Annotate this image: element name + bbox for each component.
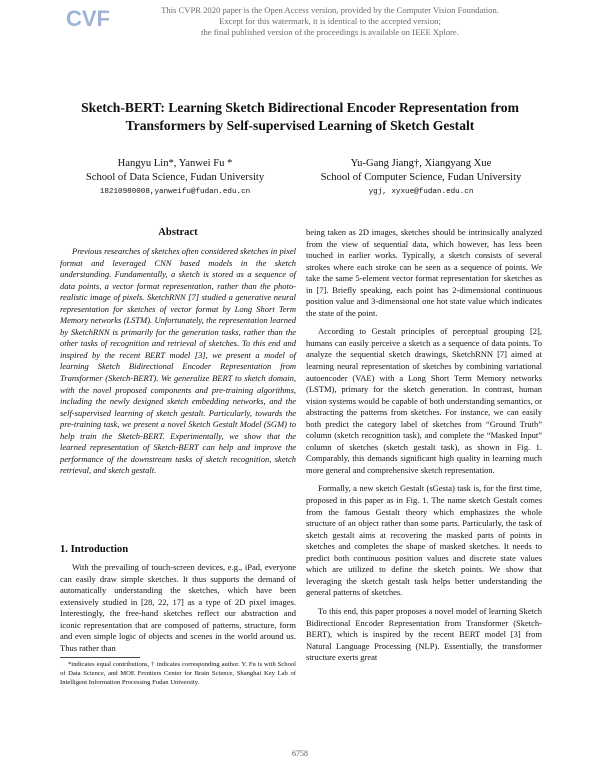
- page-number: 6758: [292, 749, 308, 758]
- right-paragraph-4: To this end, this paper proposes a novel model of learning Sketch Bidirectional Encoder Representation from Transformer (Sketch-BERT), which is inspired by the recent BERT model [3] from Natural Language Processing (NLP). Essentially, the transformer structure exerts great: [306, 605, 542, 663]
- author-block-right: [296, 157, 546, 198]
- intro-paragraph-1: With the prevailing of touch-screen devices, e.g., iPad, everyone can easily draw simple sketches. It thus supports the demand of automatically understanding the sketches, which have been extensively studied in [28, 22, 17] as a type of 2D pixel images. Interestingly, the free-hand sketches reflect our abstraction and iconic representation that are composed of patterns, structure, form and even simple logic of objects and scenes in the world around us. Thus rather than: [60, 562, 296, 653]
- watermark-line-1: This CVPR 2020 paper is the Open Access version, provided by the Computer Vision Foundation.: [161, 5, 499, 15]
- author-email-left: 18210980008,yanweifu@fudan.edu.cn: [99, 188, 251, 196]
- author-block-left: [70, 157, 280, 198]
- introduction-heading: 1. Introduction: [60, 544, 129, 555]
- svg-text:CVF: CVF: [66, 6, 110, 30]
- right-paragraph-3: Formally, a new sketch Gestalt (sGesta) task is, for the first time, proposed in this paper as in Fig. 1. The name sketch Gestalt comes from the famous Gestalt theory which emphasizes the whole structure of an object rather than some parts. Particularly, the task of sketch gestalt aims at recovering the masked parts of points in sketches and completes the shape of masked sketches. It needs to predict both continuous position values and discrete state values which are utilized to define the sketch points. We show that leveraging the sketch gestalt task helps better understanding the general patterns of sketches.: [306, 483, 542, 598]
- right-paragraph-2: According to Gestalt principles of perceptual grouping [2], humans can easily perceive a sketch as a sequence of data points. To analyze the sequential sketch drawings, SketchRNN [7] aimed at learning neural representation of sketches by combining variational autoencoder (VAE) with a Long Short Term Memory networks (LSTM), primary for the sketch generation. In contrast, human vision systems would be capable of both understanding semantics, or abstracting the patterns from sketches. For instance, we can easily both predict the category label of sketches from “Ground Truth” column (sketch recognition task), and complete the “Masked Input” column of sketches (sketch gestalt task), as shown in Fig. 1. Comparably, this demands significant high quality in learning much more general and comprehensive sketch representation.: [306, 326, 542, 475]
- watermark-line-3: the final published version of the proceedings is available on IEEE Xplore.: [201, 27, 459, 37]
- introduction-section: [60, 544, 296, 661]
- right-paragraph-1: being taken as 2D images, sketches should be intrinsically analyzed from the view of sequential data, which however, has less been touched in earlier works. Typically, a sketch consists of several strokes where each stroke can be seen as a sequence of points. We take the same 5-element vector format representation for sketches as in [7]. Briefly speaking, each point has 2-dimensional continuous position value and 3-dimensional one hot state value which indicates the state of the point.: [306, 227, 542, 318]
- abstract-section: [60, 227, 296, 477]
- paper-title-line-2: Transformers by Self-supervised Learning of Sketch Gestalt: [125, 118, 475, 133]
- footnote: *indicates equal contributions, † indicates corresponding author. Y. Fu is with School of Data Science, and MOE Frontiers Center for Brain Science, Shanghai Key Lab of Intelligent Information Processing Fudan University.: [60, 661, 296, 686]
- author-names-right: Yu-Gang Jiang†, Xiangyang Xue: [350, 158, 492, 169]
- author-affiliation-left: School of Data Science, Fudan University: [85, 172, 265, 183]
- author-email-right: ygj, xyxue@fudan.edu.cn: [368, 188, 474, 196]
- author-names-left: Hangyu Lin*, Yanwei Fu *: [117, 158, 233, 169]
- right-column: [306, 227, 542, 671]
- footnote-rule: [60, 657, 140, 658]
- abstract-heading: Abstract: [158, 227, 198, 238]
- paper-title-line-1: Sketch-BERT: Learning Sketch Bidirectional Encoder Representation from: [81, 100, 519, 115]
- abstract-text: Previous researches of sketches often considered sketches in pixel format and leveraged CNN based models in the sketch understanding. Fundamentally, a sketch is stored as a sequence of data points, a vector format representation, rather than the photo-realistic image of pixels. SketchRNN [7] studied a generative neural representation for sketches of vector format by Long Short Term Memory networks (LSTM). Unfortunately, the representation learned by SketchRNN is primarily for the generation tasks, rather than the other tasks of recognition and retrieval of sketches. To this end and inspired by the recent BERT model [3], we present a model of learning Sketch Bidirectional Encoder Representation from Transformer (Sketch-BERT). We generalize BERT to sketch domain, with the novel proposed components and pre-training algorithms, including the newly designed sketch embedding networks, and the self-supervised learning of sketch gestalt. Particularly, towards the pre-training task, we present a novel Sketch Gestalt Model (SGM) to help train the Sketch-BERT. Experimentally, we show that the learned representation of Sketch-BERT can help and improve the performance of the downstream tasks of sketch recognition, sketch retrieval, and sketch gestalt.: [60, 246, 296, 476]
- watermark-line-2: Except for this watermark, it is identical to the accepted version;: [219, 16, 441, 26]
- author-affiliation-right: School of Computer Science, Fudan University: [320, 172, 522, 183]
- cvf-logo: [66, 6, 114, 30]
